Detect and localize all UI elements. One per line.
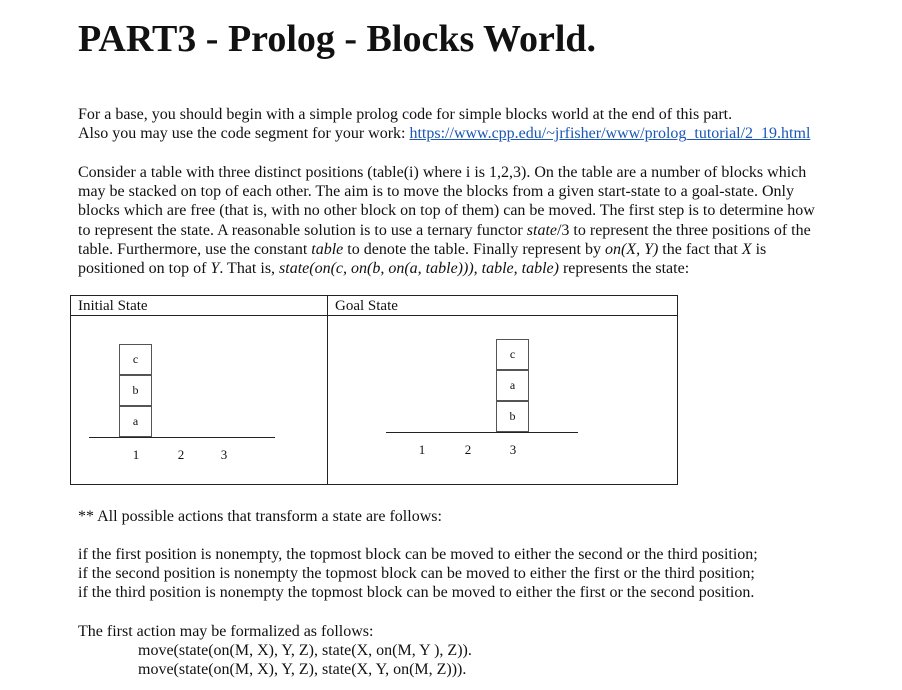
text-fragment: . That is, [219, 260, 280, 278]
code-line-2: move(state(on(M, X), Y, Z), state(X, Y, on(M, Z))). [138, 661, 467, 679]
action-rule-2: if the second position is nonempty the topmost block can be moved to either the first or the third position; [78, 565, 755, 583]
goal-position-3: 3 [509, 442, 517, 457]
initial-block-b: b [119, 375, 152, 406]
emphasis-state: state [526, 221, 557, 239]
initial-block-a: a [119, 406, 152, 437]
intro-line-2-text: Also you may use the code segment for your work: [78, 125, 410, 143]
description-line-1: Consider a table with three distinct positions (table(i) where i is 1,2,3). On the table are a number of blocks which [78, 164, 807, 181]
description-line-3: blocks which are free (that is, with no other block on top of them) can be moved. The first step is to determine how [78, 202, 815, 220]
text-fragment: table. Furthermore, use the constant [78, 240, 312, 258]
action-rule-3: if the third position is nonempty the topmost block can be moved to either the first or the second position. [78, 584, 755, 602]
text-fragment: to denote the table. Finally represent by [343, 240, 605, 258]
initial-state-header: Initial State [71, 296, 327, 316]
intro-line-1: For a base, you should begin with a simple prolog code for simple blocks world at the end of this part. [78, 106, 733, 123]
actions-heading: ** All possible actions that transform a state are follows: [78, 508, 442, 525]
initial-block-c: c [119, 344, 152, 375]
goal-block-b: b [496, 401, 529, 432]
formalized-intro: The first action may be formalized as follows: [78, 623, 374, 640]
initial-state-cell [71, 296, 327, 484]
emphasis-on-xy: on(X, Y) [604, 240, 659, 258]
goal-state-header: Goal State [328, 296, 678, 316]
description-line-2: may be stacked on top of each other. The aim is to move the blocks from a given start-state to a goal-state. Only [78, 183, 794, 201]
initial-position-2: 2 [177, 447, 185, 462]
text-fragment: positioned on top of [78, 260, 211, 278]
text-fragment: /3 to represent the three positions of the [556, 221, 811, 239]
goal-block-c: c [496, 339, 529, 370]
emphasis-table: table [311, 240, 344, 258]
goal-state-cell [327, 296, 678, 484]
goal-block-a: a [496, 370, 529, 401]
initial-table-line [89, 437, 275, 438]
description-line-6 [78, 259, 868, 278]
initial-position-1: 1 [132, 447, 140, 462]
prolog-tutorial-link[interactable]: https://www.cpp.edu/~jrfisher/www/prolog_tutorial/2_19.html [409, 125, 811, 143]
goal-position-1: 1 [418, 442, 426, 457]
text-fragment: to represent the state. A reasonable solution is to use a ternary functor [78, 221, 527, 239]
text-fragment: represents the state: [558, 260, 690, 278]
description-paragraph [78, 163, 868, 278]
intro-line-2 [78, 124, 868, 143]
intro-paragraph [78, 105, 868, 143]
goal-table-line [386, 432, 578, 433]
emphasis-x: X [741, 240, 752, 258]
text-fragment: the fact that [658, 240, 742, 258]
text-fragment: is [751, 240, 767, 258]
emphasis-state-expression: state(on(c, on(b, on(a, table))), table, table) [279, 260, 559, 278]
description-line-4 [78, 221, 868, 240]
initial-position-3: 3 [220, 447, 228, 462]
page-title: PART3 - Prolog - Blocks World. [78, 18, 597, 60]
action-rule-1: if the first position is nonempty, the topmost block can be moved to either the second or the third position; [78, 546, 758, 563]
code-line-1: move(state(on(M, X), Y, Z), state(X, on(M, Y ), Z)). [138, 642, 472, 659]
actions-list [78, 545, 868, 603]
code-block [138, 641, 472, 680]
emphasis-y: Y [210, 260, 220, 278]
state-table [70, 295, 678, 485]
description-line-5 [78, 240, 868, 259]
goal-position-2: 2 [464, 442, 472, 457]
